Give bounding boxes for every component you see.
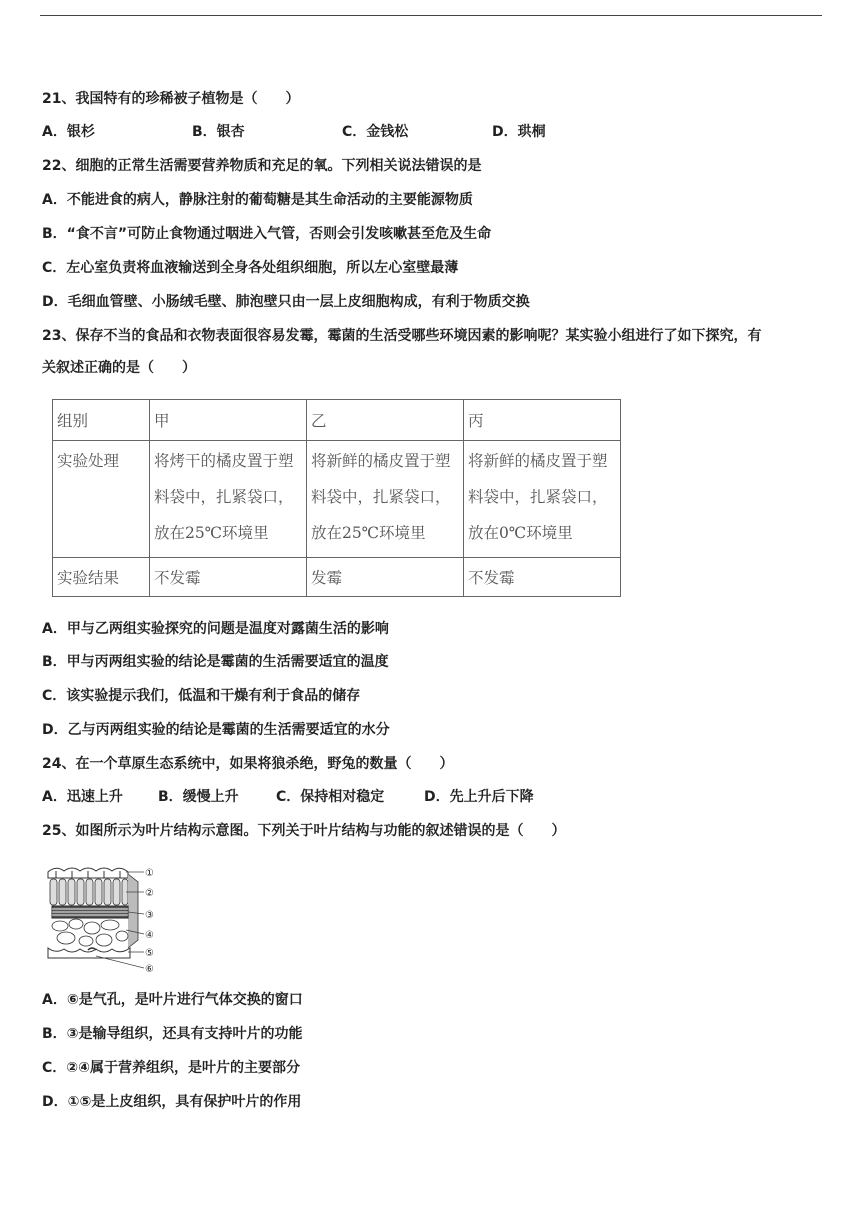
table-cell-treatment-bing: 将新鲜的橘皮置于塑 料袋中，扎紧袋口， 放在0℃环境里 (464, 441, 621, 558)
header-rule (40, 15, 822, 16)
q21-stem: 21、我国特有的珍稀被子植物是（ ） (42, 91, 300, 107)
q23-option-d[interactable]: D．乙与丙两组实验的结论是霉菌的生活需要适宜的水分 (42, 722, 390, 738)
figure-label: ③ (145, 910, 154, 921)
upper-epidermis (48, 868, 128, 878)
table-row-treatment (53, 441, 621, 558)
figure-label: ② (145, 888, 154, 899)
table-header-row (53, 400, 621, 441)
vein (52, 906, 128, 918)
q24-option-b[interactable]: B．缓慢上升 (158, 789, 239, 805)
q21-option-a[interactable]: A．银杉 (42, 124, 95, 140)
q25-option-d[interactable]: D．①⑤是上皮组织，具有保护叶片的作用 (42, 1094, 302, 1110)
q25-stem: 25、如图所示为叶片结构示意图。下列关于叶片结构与功能的叙述错误的是（ ） (42, 823, 566, 839)
q24-options (42, 787, 534, 807)
table-header-cell: 组别 (53, 400, 150, 441)
q25-option-c[interactable]: C．②④属于营养组织，是叶片的主要部分 (42, 1060, 300, 1076)
table-cell-result: 不发霉 (150, 558, 307, 597)
table-header-cell: 甲 (150, 400, 307, 441)
q21-option-c[interactable]: C．金钱松 (342, 124, 409, 140)
q22-option-c[interactable]: C．左心室负责将血液输送到全身各处组织细胞，所以左心室壁最薄 (42, 260, 459, 276)
figure-label: ④ (145, 930, 154, 941)
lower-epidermis (48, 948, 130, 958)
table-cell-result: 不发霉 (464, 558, 621, 597)
q23-option-b[interactable]: B．甲与丙两组实验的结论是霉菌的生活需要适宜的温度 (42, 654, 389, 670)
q22-option-d[interactable]: D．毛细血管壁、小肠绒毛壁、肺泡壁只由一层上皮细胞构成，有利于物质交换 (42, 294, 530, 310)
q21-options (42, 122, 546, 142)
table-cell-result: 发霉 (307, 558, 464, 597)
q22-stem: 22、细胞的正常生活需要营养物质和充足的氧。下列相关说法错误的是 (42, 158, 482, 174)
q25-option-b[interactable]: B．③是输导组织，还具有支持叶片的功能 (42, 1026, 303, 1042)
table-header-cell: 丙 (464, 400, 621, 441)
q24-stem: 24、在一个草原生态系统中，如果将狼杀绝，野兔的数量（ ） (42, 756, 454, 772)
q24-option-c[interactable]: C．保持相对稳定 (276, 789, 385, 805)
q21-option-b[interactable]: B．银杏 (192, 124, 245, 140)
table-cell-treatment-yi: 将新鲜的橘皮置于塑 料袋中，扎紧袋口， 放在25℃环境里 (307, 441, 464, 558)
q23-option-c[interactable]: C．该实验提示我们，低温和干燥有利于食品的储存 (42, 688, 361, 704)
q24-option-a[interactable]: A．迅速上升 (42, 789, 123, 805)
experiment-table (52, 399, 621, 597)
table-row-result (53, 558, 621, 597)
q22-option-a[interactable]: A．不能进食的病人，静脉注射的葡萄糖是其生命活动的主要能源物质 (42, 192, 473, 208)
table-row-label: 实验处理 (53, 441, 150, 558)
figure-label: ⑥ (145, 964, 154, 975)
q23-stem-line1: 23、保存不当的食品和衣物表面很容易发霉，霉菌的生活受哪些环境因素的影响呢？某实验小组进行了如下探究，有 (42, 328, 762, 344)
spongy-tissue (52, 919, 128, 946)
table-cell-treatment-jia: 将烤干的橘皮置于塑 料袋中，扎紧袋口， 放在25℃环境里 (150, 441, 307, 558)
table-header-cell: 乙 (307, 400, 464, 441)
table-row-label: 实验结果 (53, 558, 150, 597)
leaf-structure-diagram (42, 862, 162, 978)
q25-option-a[interactable]: A．⑥是气孔，是叶片进行气体交换的窗口 (42, 992, 303, 1008)
q24-option-d[interactable]: D．先上升后下降 (424, 789, 534, 805)
figure-label: ① (145, 868, 154, 879)
q21-option-d[interactable]: D．珙桐 (492, 124, 546, 140)
q22-option-b[interactable]: B．“食不言”可防止食物通过咽进入气管，否则会引发咳嗽甚至危及生命 (42, 226, 492, 242)
q23-option-a[interactable]: A．甲与乙两组实验探究的问题是温度对露菌生活的影响 (42, 621, 389, 637)
figure-labels (145, 868, 154, 975)
figure-label: ⑤ (145, 948, 154, 959)
q23-stem-line2: 关叙述正确的是（ ） (42, 360, 196, 376)
